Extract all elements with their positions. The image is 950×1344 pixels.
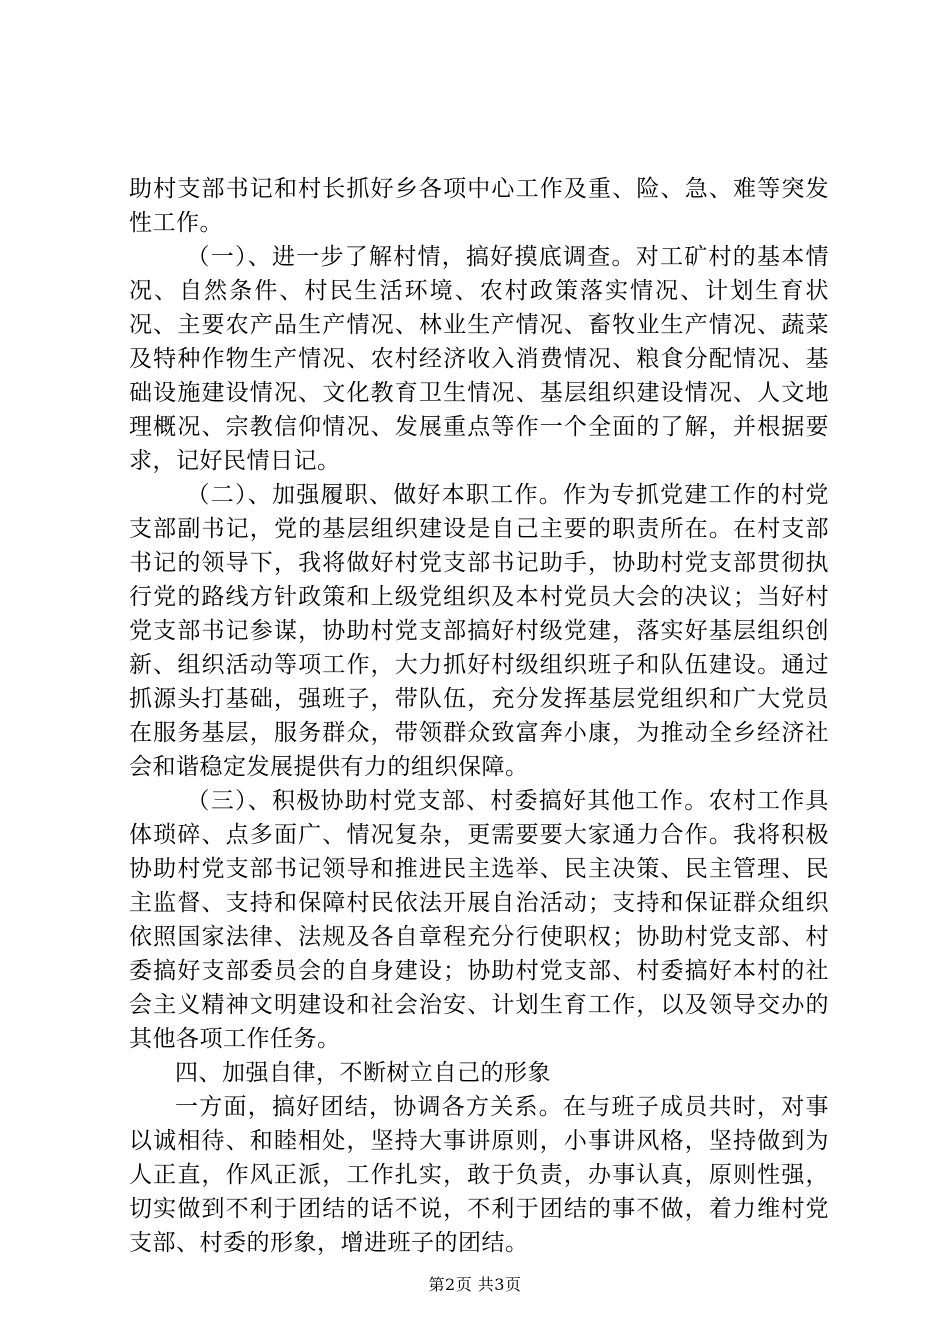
- section-heading-4: 四、加强自律，不断树立自己的形象: [175, 1060, 551, 1086]
- paragraph-unity: 一方面，搞好团结，协调各方关系。在与班子成员共时，对事以诚相待、和睦相处，坚持大事讲原则，小事讲风格，坚持做到为人正直，作风正派，工作扎实，敢于负责，办事认真，原则性强，切实做到不利于团结的话不说，不利于团结的事不做，着力维村党支部、村委的形象，增进班子的团结。: [129, 1094, 829, 1256]
- paragraph-section-3: （三）、积极协助村党支部、村委搞好其他工作。农村工作具体琐碎、点多面广、情况复杂，更需要要大家通力合作。我将积极协助村党支部书记领导和推进民主选举、民主决策、民主管理、民主监督、支持和保障村民依法开展自治活动；支持和保证群众组织依照国家法律、法规及各自章程充分行使职权；协助村党支部、村委搞好支部委员会的自身建设；协助村党支部、村委搞好本村的社会主义精神文明建设和社会治安、计划生育工作，以及领导交办的其他各项工作任务。: [129, 788, 829, 1052]
- paragraph-continuation: 助村支部书记和村长抓好乡各项中心工作及重、险、急、难等突发性工作。: [129, 176, 829, 236]
- paragraph-section-1: （一）、进一步了解村情，搞好摸底调查。对工矿村的基本情况、自然条件、村民生活环境、农村政策落实情况、计划生育状况、主要农产品生产情况、林业生产情况、畜牧业生产情况、蔬菜及特种作物生产情况、农村经济收入消费情况、粮食分配情况、基础设施建设情况、文化教育卫生情况、基层组织建设情况、人文地理概况、宗教信仰情况、发展重点等作一个全面的了解，并根据要求，记好民情日记。: [129, 244, 829, 474]
- document-body: [129, 172, 829, 1260]
- paragraph-section-2: （二）、加强履职、做好本职工作。作为专抓党建工作的村党支部副书记，党的基层组织建设是自己主要的职责所在。在村支部书记的领导下，我将做好村党支部书记助手，协助村党支部贯彻执行党的路线方针政策和上级党组织及本村党员大会的决议；当好村党支部书记参谋，协助村党支部搞好村级党建，落实好基层组织创新、组织活动等项工作，大力抓好村级组织班子和队伍建设。通过抓源头打基础，强班子，带队伍，充分发挥基层党组织和广大党员在服务基层，服务群众，带领群众致富奔小康，为推动全乡经济社会和谐稳定发展提供有力的组织保障。: [129, 482, 829, 780]
- page-number-footer: 第2页 共3页: [428, 1275, 522, 1294]
